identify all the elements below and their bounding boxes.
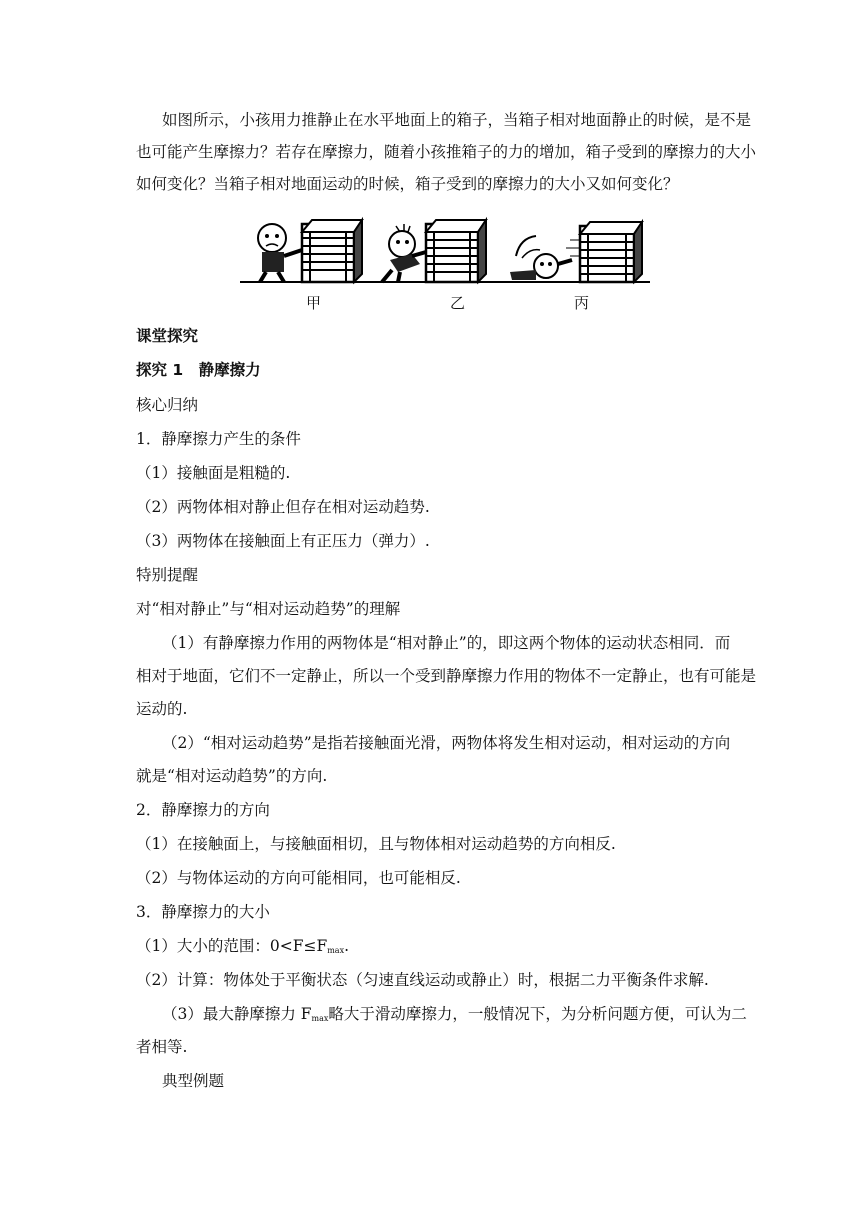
- note-paragraph-2-line-2: 就是“相对运动趋势”的方向.: [136, 767, 328, 785]
- magnitude-item-range: （1）大小的范围：$0<F\le F_{max}$.: [136, 937, 350, 955]
- magnitude-heading: 3．静摩擦力的大小: [136, 903, 270, 921]
- direction-item: （2）与物体运动的方向可能相同，也可能相反.: [136, 869, 461, 887]
- section-title: 课堂探究: [136, 327, 199, 345]
- magnitude-item-calculation: （2）计算：物体处于平衡状态（匀速直线运动或静止）时，根据二力平衡条件求解.: [136, 971, 709, 989]
- panel-jia: [258, 220, 362, 282]
- intro-line-1: 如图所示，小孩用力推静止在水平地面上的箱子，当箱子相对地面静止的时候，是不是: [162, 111, 752, 129]
- explore-title: 探究 1 静摩擦力: [136, 361, 261, 379]
- special-note-heading: 特别提醒: [136, 566, 199, 584]
- note-paragraph-1-line-1: （1）有静摩擦力作用的两物体是“相对静止”的，即这两个物体的运动状态相同．而: [162, 634, 731, 652]
- panel-yi: [382, 220, 486, 282]
- note-paragraph-1-line-3: 运动的.: [136, 700, 188, 718]
- direction-item: （1）在接触面上，与接触面相切，且与物体相对运动趋势的方向相反.: [136, 835, 616, 853]
- condition-heading: 1．静摩擦力产生的条件: [136, 430, 301, 448]
- intro-line-2: 也可能产生摩擦力？若存在摩擦力，随着小孩推箱子的力的增加，箱子受到的摩擦力的大小: [136, 143, 757, 161]
- panel-bing: [510, 222, 642, 282]
- condition-item: （1）接触面是粗糙的.: [136, 464, 291, 482]
- figure-label-yi: 乙: [450, 294, 466, 312]
- note-paragraph-2-line-1: （2）“相对运动趋势”是指若接触面光滑，两物体将发生相对运动，相对运动的方向: [162, 734, 731, 752]
- condition-item: （2）两物体相对静止但存在相对运动趋势.: [136, 498, 430, 516]
- condition-item: （3）两物体在接触面上有正压力（弹力）.: [136, 532, 430, 550]
- magnitude-item-max-line-1: （3）最大静摩擦力 $F_{max}$略大于滑动摩擦力，一般情况下，为分析问题方便，可认为二: [162, 1005, 747, 1023]
- figure-label-jia: 甲: [306, 294, 322, 312]
- intro-line-3: 如何变化？当箱子相对地面运动的时候，箱子受到的摩擦力的大小又如何变化？: [136, 175, 679, 193]
- typical-example-heading: 典型例题: [162, 1072, 225, 1090]
- figure-label-bing: 丙: [574, 294, 590, 312]
- special-note-subtitle: 对“相对静止”与“相对运动趋势”的理解: [136, 600, 401, 618]
- note-paragraph-1-line-2: 相对于地面，它们不一定静止，所以一个受到静摩擦力作用的物体不一定静止，也有可能是: [136, 667, 757, 685]
- magnitude-item-max-line-2: 者相等.: [136, 1038, 188, 1056]
- core-summary-heading: 核心归纳: [136, 396, 199, 414]
- direction-heading: 2．静摩擦力的方向: [136, 801, 270, 819]
